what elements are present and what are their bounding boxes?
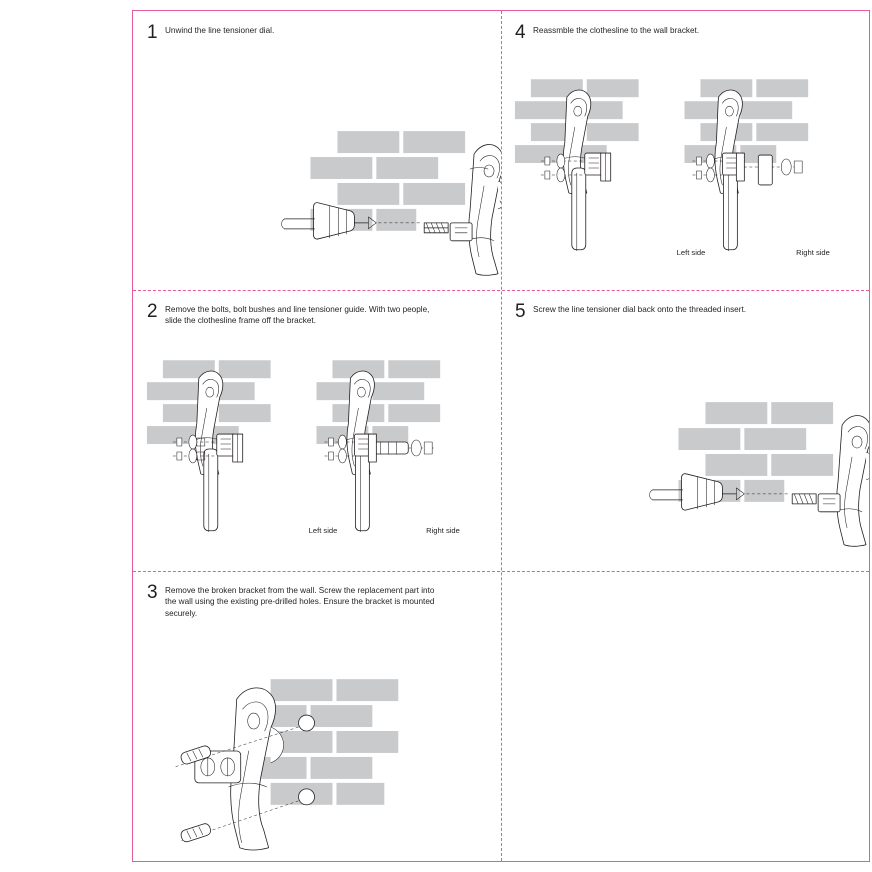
step-5-illustration	[501, 330, 869, 571]
line-tensioner-dial	[650, 474, 723, 510]
line-tensioner-dial	[282, 203, 355, 239]
step-4-label-right: Right side	[796, 248, 830, 257]
step-5-header	[515, 302, 859, 321]
step-2-label-right: Right side	[426, 526, 460, 535]
instruction-sheet	[132, 10, 870, 862]
brick-wall-right	[317, 360, 441, 444]
step-panel-4	[501, 11, 869, 290]
step-4-illustration	[501, 51, 869, 290]
step-5-text: Screw the line tensioner dial back onto the threaded insert.	[533, 305, 747, 314]
long-bolt	[370, 440, 436, 456]
step-1-illustration	[133, 51, 501, 290]
step-5-number: 5	[515, 301, 526, 322]
brick-wall-right	[685, 79, 809, 163]
screw-lower	[180, 822, 212, 843]
step-2-header	[147, 302, 491, 327]
step-1-number: 1	[147, 22, 158, 43]
step-4-label-left: Left side	[676, 248, 706, 257]
step-panel-2	[133, 290, 501, 571]
step-4-text: Reassmble the clothesline to the wall bracket.	[533, 26, 700, 35]
threaded-insert	[424, 223, 448, 233]
step-2-number: 2	[147, 301, 158, 322]
step-3-number: 3	[147, 582, 158, 603]
step-1-text: Unwind the line tensioner dial.	[165, 26, 275, 35]
step-4-header	[515, 23, 859, 42]
step-panel-3	[133, 571, 501, 863]
step-3-text: Remove the broken bracket from the wall. Screw the replacement part into the wall using the existing pre-drilled holes. Ensure the bracket is mounted securely.	[165, 586, 435, 618]
step-2-text: Remove the bolts, bolt bushes and line tensioner guide. With two people, slide the clothesline frame off the bracket.	[165, 305, 430, 326]
step-3-illustration	[133, 611, 501, 863]
step-4-number: 4	[515, 22, 526, 43]
step-2-label-left: Left side	[308, 526, 338, 535]
step-panel-1	[133, 11, 501, 290]
step-2-illustration	[133, 330, 501, 571]
threaded-insert	[792, 494, 816, 504]
step-panel-5	[501, 290, 869, 571]
step-1-header	[147, 23, 491, 42]
